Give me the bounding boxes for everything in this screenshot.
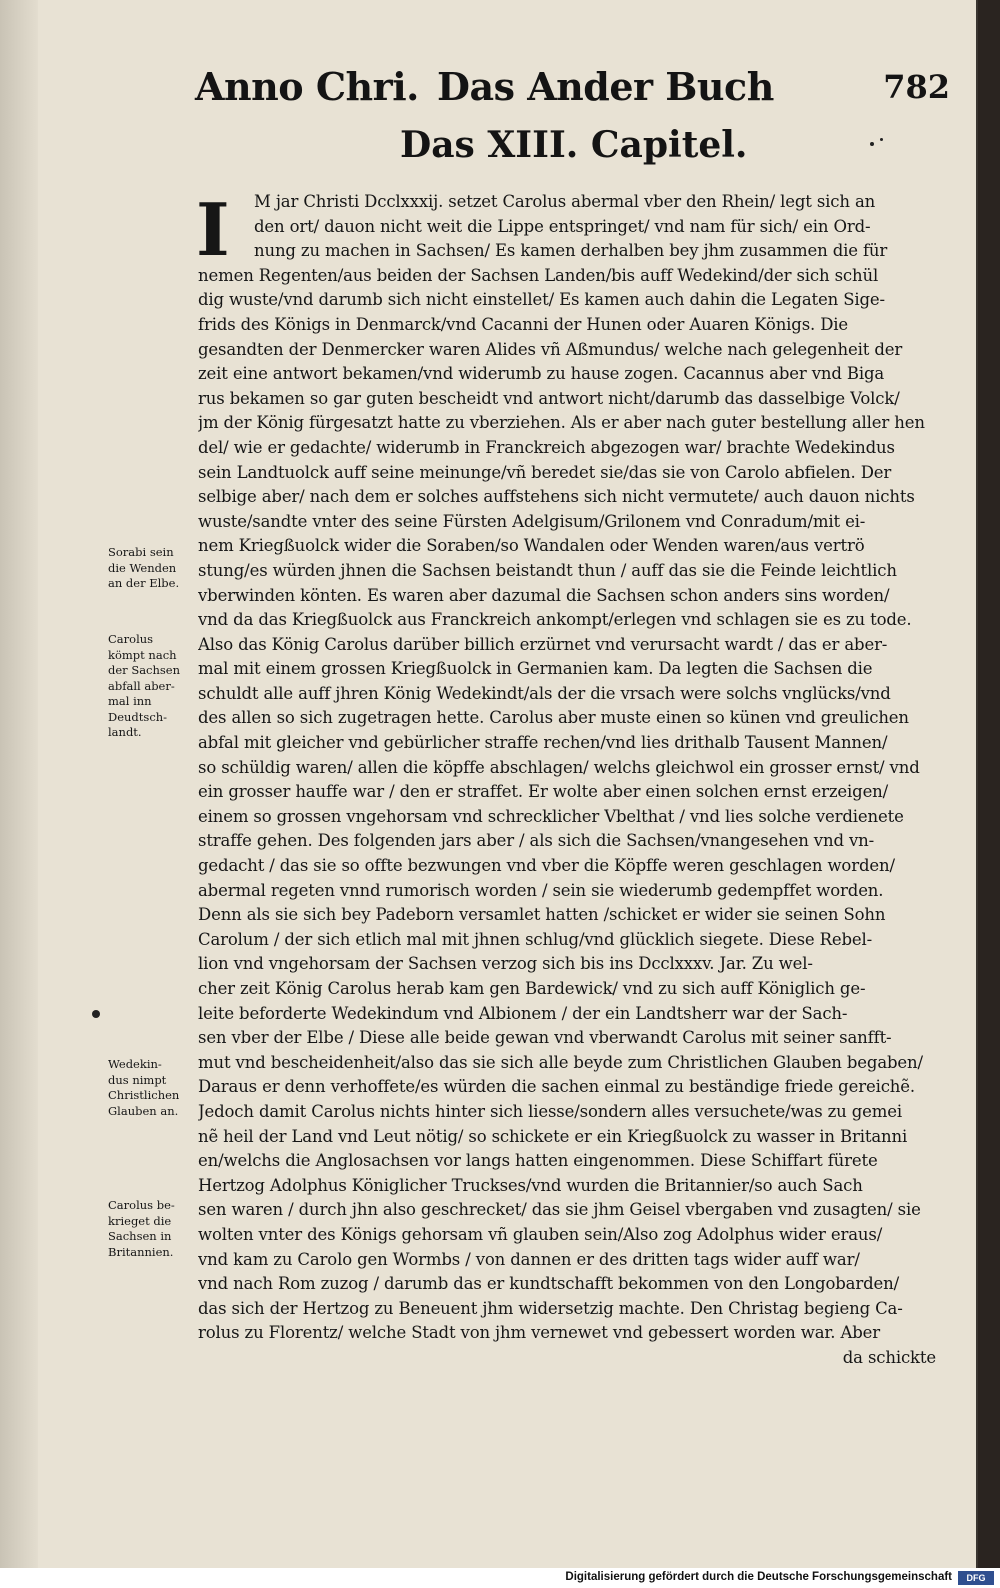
drop-cap: I — [196, 187, 230, 272]
margin-note-line: an der Elbe. — [108, 576, 180, 590]
margin-note-line: krieget die — [108, 1213, 172, 1228]
margin-note-line: kömpt nach — [108, 647, 177, 662]
margin-note-line: Britannien. — [108, 1244, 174, 1259]
text-line: vberwinden könten. Es waren aber dazumal die Sachsen schon anders sins worden/ — [198, 585, 890, 605]
text-line: nẽ heil der Land vnd Leut nötig/ so schickete er ein Kriegßuolck zu wasser in Britanni — [198, 1126, 908, 1146]
text-line: leite beforderte Wedekindum vnd Albionem / der ein Landtsherr war der Sach- — [198, 1003, 848, 1023]
text-line: wuste/sandte vnter des seine Fürsten Adelgisum/Grilonem vnd Conradum/mit ei- — [198, 511, 866, 531]
text-line: nemen Regenten/aus beiden der Sachsen Landen/bis auff Wedekind/der sich schül — [198, 265, 879, 285]
text-line: rus bekamen so gar guten bescheidt vnd antwort nicht/darumb das dasselbige Volck/ — [198, 388, 900, 408]
margin-note — [108, 632, 196, 741]
footer-bar — [0, 1568, 1000, 1588]
text-line: selbige aber/ nach dem er solches auffstehens sich nicht vermutete/ auch dauon nichts — [198, 487, 915, 507]
margin-note-line: Carolus — [108, 632, 154, 646]
text-line: da schickte — [842, 1347, 936, 1367]
margin-note-line: mal inn — [108, 694, 152, 708]
text-line: rolus zu Florentz/ welche Stadt von jhm vernewet vnd gebessert worden war. Aber — [198, 1323, 881, 1343]
text-line: mal mit einem grossen Kriegßuolck in Germanien kam. Da legten die Sachsen die — [198, 659, 873, 679]
text-line: Carolum / der sich etlich mal mit jhnen schlug/vnd glücklich siegete. Diese Rebel- — [198, 929, 873, 949]
text-line: abermal regeten vnnd rumorisch worden / sein sie wiederumb gedempffet worden. — [198, 880, 884, 900]
text-line: sein Landtuolck auff seine meinunge/vñ beredet sie/das sie von Carolo abfielen. Der — [198, 462, 892, 482]
text-line: abfal mit gleicher vnd gebürlicher straffe rechen/vnd lies drithalb Tausent Mannen/ — [198, 733, 888, 753]
margin-note-line: die Wenden — [108, 560, 177, 575]
margin-note-line: dus nimpt — [108, 1072, 167, 1087]
text-line: frids des Königs in Denmarck/vnd Cacanni der Hunen oder Auaren Königs. Die — [198, 314, 849, 334]
text-line: gedacht / das sie so offte bezwungen vnd vber die Köpffe weren geschlagen worden/ — [198, 856, 895, 876]
text-line: en/welchs die Anglosachsen vor langs hatten eingenommen. Diese Schiffart fürete — [198, 1151, 878, 1171]
text-line: dig wuste/vnd darumb sich nicht einstellet/ Es kamen auch dahin die Legaten Sige- — [198, 290, 885, 310]
text-line: sen waren / durch jhn also geschrecket/ das sie jhm Geisel vbergaben vnd zusagten/ sie — [198, 1200, 921, 1220]
margin-note-line: Deudtsch- — [108, 709, 168, 724]
margin-note-line: Carolus be- — [108, 1198, 175, 1212]
text-line: stung/es würden jhnen die Sachsen beistandt thun / auff das sie die Feinde leichtlich — [198, 560, 897, 580]
header-left: Anno Chri. — [195, 64, 419, 109]
text-line: jm der König fürgesatzt hatte zu vberziehen. Als er aber nach guter bestellung aller hen — [198, 413, 925, 433]
text-line: lion vnd vngehorsam der Sachsen verzog sich bis ins Dcclxxxv. Jar. Zu wel- — [198, 954, 813, 974]
text-line: Hertzog Adolphus Königlicher Truckses/vnd wurden die Britannier/so auch Sach — [198, 1175, 863, 1195]
chapter-title: Das XIII. Capitel. — [400, 124, 748, 166]
text-line: mut vnd bescheidenheit/also das sie sich alle beyde zum Christlichen Glauben begaben/ — [198, 1052, 923, 1072]
margin-note-line: Glauben an. — [108, 1103, 179, 1118]
margin-note — [108, 1057, 196, 1119]
ornament-dot — [870, 142, 874, 146]
text-line: vnd kam zu Carolo gen Wormbs / von dannen er des dritten tags wider auff war/ — [198, 1249, 860, 1269]
text-line: sen vber der Elbe / Diese alle beide gewan vnd vberwandt Carolus mit seiner sanfft- — [198, 1028, 892, 1048]
text-line: wolten vnter des Königs gehorsam vñ glauben sein/Also zog Adolphus wider eraus/ — [198, 1224, 883, 1244]
text-line: einem so grossen vngehorsam vnd schrecklicher Vbelthat / vnd lies solche verdienete — [198, 806, 904, 826]
margin-note — [108, 1198, 196, 1260]
header-center: Das Ander Buch — [437, 64, 774, 109]
margin-note-line: Sachsen in — [108, 1229, 172, 1243]
margin-note-line: Wedekin- — [108, 1057, 162, 1071]
text-line: nung zu machen in Sachsen/ Es kamen derhalben bey jhm zusammen die für — [254, 241, 888, 261]
text-line: gesandten der Denmercker waren Alides vñ Aßmundus/ welche nach gelegenheit der — [198, 339, 903, 359]
text-line: vnd nach Rom zuzog / darumb das er kundtschafft bekommen von den Longobarden/ — [198, 1274, 899, 1294]
text-line: Jedoch damit Carolus nichts hinter sich liesse/sondern alles versuchete/was zu gemei — [198, 1101, 902, 1121]
text-line: del/ wie er gedachte/ widerumb in Franckreich abgezogen war/ brachte Wedekindus — [198, 437, 895, 457]
margin-note-line: der Sachsen — [108, 663, 181, 677]
body-text — [196, 187, 936, 1371]
text-line: cher zeit König Carolus herab kam gen Bardewick/ vnd zu sich auff Königlich ge- — [198, 979, 866, 998]
running-header — [185, 64, 955, 124]
text-line: ein grosser hauffe war / den er straffet. Er wolte aber einen solchen ernst erzeigen/ — [198, 782, 889, 802]
page-number: 782 — [883, 68, 950, 106]
funding-notice: Digitalisierung gefördert durch die Deutsche Forschungsgemeinschaft — [565, 1571, 952, 1583]
text-line: so schüldig waren/ allen die köpffe abschlagen/ welchs gleichwol ein grosser ernst/ vnd — [198, 757, 920, 777]
text-line: straffe gehen. Des folgenden jars aber / als sich die Sachsen/vnangesehen vnd vn- — [198, 831, 875, 851]
text-line: schuldt alle auff jhren König Wedekindt/als der die vrsach were solchs vnglücks/vnd — [198, 683, 891, 703]
text-line: Also das König Carolus darüber billich erzürnet vnd verursacht wardt / das er aber- — [198, 634, 888, 654]
ornament-dot — [880, 138, 883, 141]
text-line: M jar Christi Dcclxxxij. setzet Carolus abermal vber den Rhein/ legt sich an — [254, 192, 876, 211]
margin-note-line: Sorabi sein — [108, 545, 174, 559]
text-line: Daraus er denn verhoffete/es würden die sachen einmal zu beständige friede gereichẽ. — [198, 1077, 915, 1097]
page-edge — [0, 0, 38, 1568]
margin-note-line: Christlichen — [108, 1088, 180, 1102]
text-line: vnd da das Kriegßuolck aus Franckreich ankompt/erlegen vnd schlagen sie es zu tode. — [198, 610, 912, 630]
text-line: des allen so sich zugetragen hette. Carolus aber muste einen so künen vnd greulichen — [198, 708, 909, 728]
text-line: nem Kriegßuolck wider die Soraben/so Wandalen oder Wenden waren/aus vertrö — [198, 536, 865, 556]
text-line: zeit eine antwort bekamen/vnd widerumb zu hause zogen. Cacannus aber vnd Biga — [198, 364, 885, 384]
margin-note-line: abfall aber- — [108, 678, 175, 693]
text-line: Denn als sie sich bey Padeborn versamlet hatten /schicket er wider sie seinen Sohn — [198, 905, 886, 925]
text-line: den ort/ dauon nicht weit die Lippe entspringet/ vnd nam für sich/ ein Ord- — [254, 216, 871, 236]
ink-spot — [92, 1010, 100, 1018]
margin-note-line: landt. — [108, 725, 142, 739]
margin-note — [108, 545, 196, 592]
text-line: das sich der Hertzog zu Beneuent jhm widersetzig machte. Den Christag begieng Ca- — [198, 1298, 903, 1318]
dfg-logo: DFG — [958, 1571, 994, 1585]
